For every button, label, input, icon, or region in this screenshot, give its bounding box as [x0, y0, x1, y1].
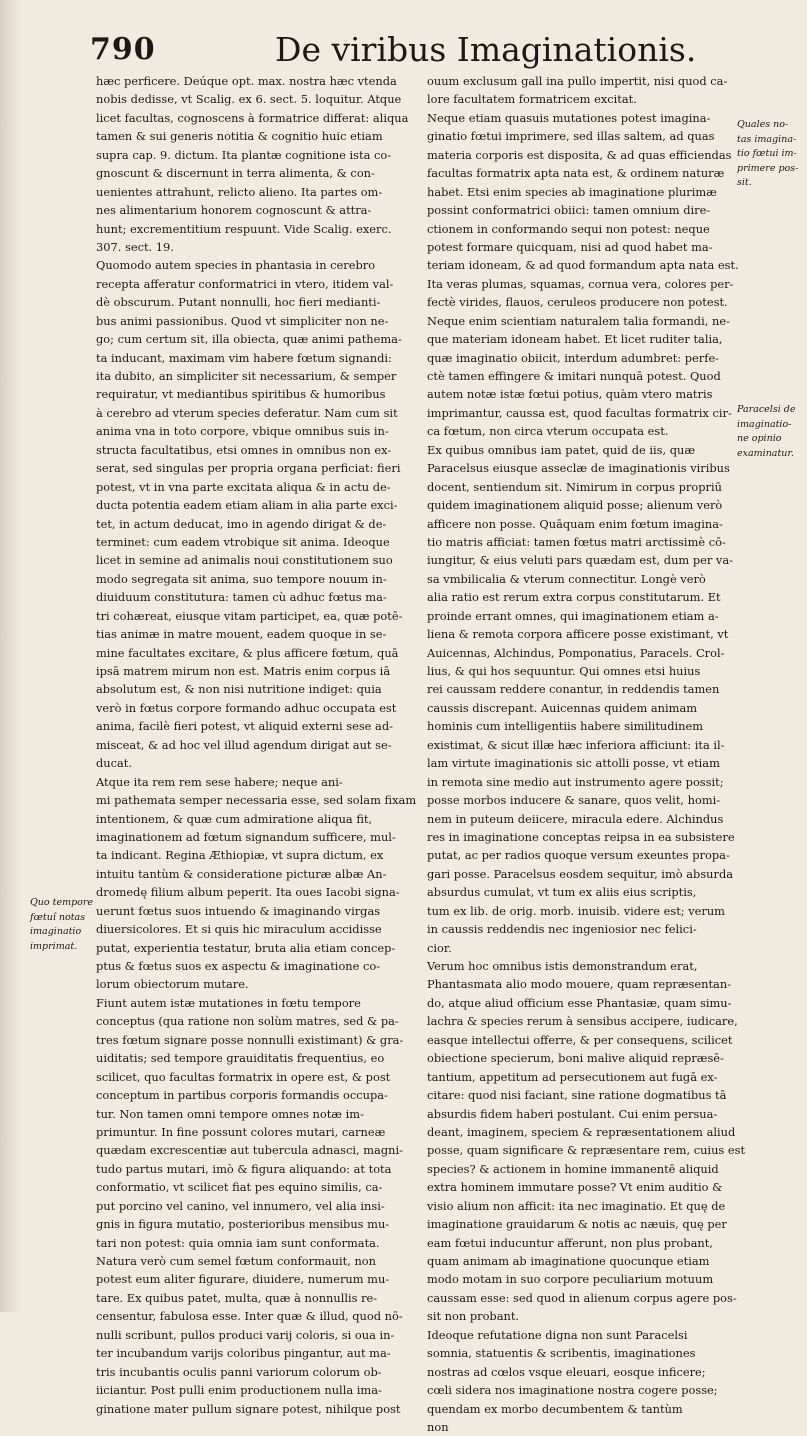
- text-line: lam virtute imaginationis sic attolli posse, vt etiam: [427, 756, 720, 771]
- text-line: bus animi passionibus. Quod vt simpliciter non ne-: [96, 313, 389, 328]
- text-line: nem in puteum deiicere, miracula edere. Alchindus: [427, 811, 724, 826]
- text-line: tudo partus mutari, imò & figura aliquando: at tota: [96, 1161, 392, 1176]
- text-line: sa vmbilicalia & vterum connectitur. Longè verò: [427, 571, 706, 586]
- text-line: structa facultatibus, etsi omnes in omnibus non ex-: [96, 442, 392, 457]
- text-line: teriam idoneam, & ad quod formandum apta nata est.: [427, 258, 739, 273]
- text-line: quendam ex morbo decumbentem & tantùm: [427, 1401, 683, 1416]
- text-line: rei caussam reddere conantur, in reddendis tamen: [427, 682, 720, 697]
- text-line: scilicet, quo facultas formatrix in opere est, & post: [96, 1069, 391, 1084]
- text-line: tio matris afficiat: tamen fœtus matri arctissimè cō-: [427, 534, 726, 549]
- text-line: facultas formatrix apta nata est, & ordinem naturæ: [427, 166, 725, 181]
- text-line: requiratur, vt mediantibus spiritibus & humoribus: [96, 387, 386, 402]
- text-line: 307. sect. 19.: [96, 239, 174, 254]
- text-line: modo motam in suo corpore peculiarium motuum: [427, 1272, 714, 1287]
- text-line: deant, imaginem, speciem & repræsentationem aliud: [427, 1124, 736, 1139]
- text-line: Ex quibus omnibus iam patet, quid de iis, quæ: [427, 442, 696, 457]
- text-line: verò in fœtus corpore formando adhuc occupata est: [96, 700, 397, 715]
- text-line: uenientes attrahunt, relicto alieno. Ita partes om-: [96, 184, 383, 199]
- text-line: obiectione specierum, boni malive aliquid repræsē-: [427, 1051, 724, 1066]
- text-line: terminet: cum eadem vtrobique sit anima. Ideoque: [96, 534, 390, 549]
- text-line: caussam esse: sed quod in alienum corpus agere pos-: [427, 1290, 737, 1305]
- text-line: mine facultates excitare, & plus afficere fœtum, quā: [96, 645, 399, 660]
- text-line: ca fœtum, non circa vterum occupata est.: [427, 424, 669, 439]
- margin-note-line: imaginatio: [30, 926, 82, 937]
- text-line: in remota sine medio aut instrumento agere possit;: [427, 774, 724, 789]
- margin-note-line: Paracelsi de: [737, 404, 796, 415]
- text-line: res in imaginatione conceptas reipsa in ea subsistere: [427, 829, 735, 844]
- text-line: nes alimentarium honorem cognoscunt & attra-: [96, 203, 372, 218]
- text-line: tres fœtum signare posse nonnulli existimant) & gra-: [96, 1032, 404, 1047]
- text-line: primuntur. In fine possunt colores mutari, carneæ: [96, 1124, 386, 1139]
- text-line: potest, vt in vna parte excitata aliqua & in actu de-: [96, 479, 391, 494]
- text-line: Neque enim scientiam naturalem talia formandi, ne-: [427, 313, 730, 328]
- text-line: tantium, appetitum ad persecutionem aut fugā ex-: [427, 1069, 718, 1084]
- text-line: imprimantur, caussa est, quod facultas formatrix cir-: [427, 405, 732, 420]
- text-line: existimat, & sicut illæ hæc inferiora afficiunt: ita il-: [427, 737, 725, 752]
- text-line: citare: quod nisi faciant, sine ratione dogmatibus tā: [427, 1088, 727, 1103]
- margin-note-line: imaginatio-: [737, 418, 792, 430]
- text-line: intuitu tantùm & consideratione picturæ albæ An-: [96, 866, 387, 881]
- text-line: ter incubandum varijs coloribus pingantur, aut ma-: [96, 1346, 391, 1361]
- margin-note-line: sit.: [737, 177, 752, 188]
- text-line: conceptus (qua ratione non solùm matres, sed & pa-: [96, 1014, 399, 1029]
- text-line: modo segregata sit anima, suo tempore nouum in-: [96, 571, 387, 586]
- text-line: tari non potest: quia omnia iam sunt conformata.: [96, 1235, 380, 1250]
- text-line: licet facultas, cognoscens à formatrice differat: aliqua: [96, 110, 409, 125]
- text-line: tare. Ex quibus patet, multa, quæ à nonnullis re-: [96, 1290, 378, 1305]
- text-line: lachra & species rerum à sensibus accipere, iudicare,: [427, 1014, 738, 1029]
- text-line: alia ratio est rerum extra corpus constitutarum. Et: [427, 590, 721, 605]
- text-line: ducat.: [96, 756, 132, 771]
- text-line: ta inducant, maximam vim habere fœtum signandi:: [96, 350, 392, 365]
- text-line: extra hominem immutare posse? Vt enim auditio &: [427, 1180, 723, 1195]
- text-line: Atque ita rem rem sese habere; neque ani-: [96, 774, 343, 789]
- text-line: ta indicant. Regina Æthiopiæ, vt supra dictum, ex: [96, 848, 384, 863]
- running-title: De viribus Imaginationis.: [275, 30, 697, 69]
- margin-note-line: primere pos-: [737, 162, 799, 174]
- text-line: putat, experientia testatur, bruta alia etiam concep-: [96, 940, 396, 955]
- text-line: docent, sentiendum sit. Nimirum in corpus propriū: [427, 479, 722, 494]
- text-line: dromedę filium album peperit. Ita oues Iacobi signa-: [96, 885, 400, 900]
- text-line: à cerebro ad vterum species deferatur. Nam cum sit: [96, 405, 398, 420]
- text-line: lius, & qui hos sequuntur. Qui omnes etsi huius: [427, 664, 701, 678]
- text-line: liena & remota corpora afficere posse existimant, vt: [427, 627, 729, 642]
- text-line: easque intellectui offerre, & per consequens, scilicet: [427, 1032, 733, 1047]
- text-line: gnis in figura mutatio, posterioribus mensibus mu-: [96, 1217, 390, 1232]
- text-line: uiditatis; sed tempore grauiditatis frequentius, eo: [96, 1051, 385, 1066]
- text-line: lorum obiectorum mutare.: [96, 977, 249, 992]
- text-line: Quomodo autem species in phantasia in cerebro: [96, 258, 376, 273]
- text-line: intentionem, & quæ cum admiratione aliqua fit,: [96, 811, 373, 826]
- text-line: licet in semine ad animalis noui constitutionem suo: [96, 553, 393, 568]
- text-line: mi pathemata semper necessaria esse, sed solam fixam: [96, 793, 417, 808]
- text-line: tum ex lib. de orig. morb. inuisib. videre est; verum: [427, 903, 725, 918]
- text-line: quæ imaginatio obiicit, interdum adumbret: perfe-: [427, 350, 720, 365]
- text-line: potest formare quicquam, nisi ad quod habet ma-: [427, 239, 713, 254]
- text-line: absurdus cumulat, vt tum ex aliis eius scriptis,: [427, 885, 697, 900]
- text-line: iiciantur. Post pulli enim productionem nulla ima-: [96, 1383, 382, 1398]
- right-text-column: [427, 72, 746, 1436]
- page-header: [0, 30, 800, 78]
- text-line: ctionem in conformando sequi non potest: neque: [427, 221, 710, 236]
- text-line: Ita veras plumas, squamas, cornua vera, colores per-: [427, 276, 734, 291]
- text-line: absolutum est, & non nisi nutritione indiget: quia: [96, 682, 382, 697]
- text-line: quidem imaginationem aliquid posse; alienum verò: [427, 498, 723, 513]
- text-line: nulli scribunt, pullos produci varij coloris, si oua in-: [96, 1327, 395, 1342]
- text-line: gnoscunt & discernunt in terra alimenta, & con-: [96, 166, 375, 181]
- text-line: censentur, fabulosa esse. Inter quæ & illud, quod nō-: [96, 1309, 403, 1324]
- text-line: ita dubito, an simpliciter sit necessarium, & semper: [96, 369, 397, 383]
- text-line: Verum hoc omnibus istis demonstrandum erat,: [427, 959, 698, 973]
- text-line: go; cum certum sit, illa obiecta, quæ animi pathema-: [96, 332, 402, 347]
- text-line: posse, quam significare & repræsentare rem, cuius est: [427, 1143, 746, 1158]
- text-line: ctè tamen effingere & imitari nunquā potest. Quod: [427, 369, 721, 383]
- text-line: que materiam idoneam habet. Et licet ruditer talia,: [427, 332, 723, 347]
- text-line: conceptum in partibus corporis formandis occupa-: [96, 1088, 388, 1103]
- text-line: non: [427, 1419, 449, 1434]
- text-line: nobis dedisse, vt Scalig. ex 6. sect. 5. loquitur. Atque: [96, 92, 402, 107]
- text-line: misceat, & ad hoc vel illud agendum dirigat aut se-: [96, 737, 392, 752]
- margin-note-paracelsi: [737, 403, 807, 461]
- text-line: eam fœtui inducuntur afferunt, non plus probant,: [427, 1235, 713, 1250]
- text-line: tias animæ in matre mouent, eadem quoque in se-: [96, 627, 387, 642]
- text-line: Ideoque refutatione digna non sunt Paracelsi: [427, 1327, 688, 1342]
- text-line: quædam excrescentiæ aut tubercula adnasci, magni-: [96, 1143, 403, 1158]
- text-line: tri cohæreat, eiusque vitam participet, ea, quæ potē-: [96, 608, 403, 623]
- text-line: sit non probant.: [427, 1309, 520, 1324]
- text-line: hominis cum intelligentiis habere similitudinem: [427, 719, 704, 734]
- text-line: tur. Non tamen omni tempore omnes notæ im-: [96, 1106, 364, 1121]
- text-line: ginatione mater pullum signare potest, nihilque post: [96, 1401, 401, 1416]
- text-line: imaginatione grauidarum & notis ac næuis, quę per: [427, 1217, 727, 1232]
- margin-note-quo-tempore: [30, 896, 100, 954]
- margin-note-line: fœtuî notas: [30, 911, 86, 923]
- margin-note-line: Quo tempore: [30, 897, 94, 908]
- text-line: autem notæ istæ fœtui potius, quàm vtero matris: [427, 387, 713, 402]
- text-line: caussis discrepant. Auicennas quidem animam: [427, 700, 698, 715]
- text-line: tris incubantis oculis panni variorum colorum ob-: [96, 1364, 382, 1379]
- text-line: posse morbos inducere & sanare, quos velit, homi-: [427, 793, 721, 808]
- text-line: ducta potentia eadem etiam aliam in alia parte exci-: [96, 498, 398, 513]
- text-line: put porcino vel canino, vel innumero, vel alia insi-: [96, 1198, 385, 1213]
- text-line: Fiunt autem istæ mutationes in fœtu tempore: [96, 995, 361, 1010]
- text-line: nostras ad cœlos vsque eleuari, eosque inficere;: [427, 1364, 706, 1379]
- margin-note-line: Quales no-: [737, 119, 789, 130]
- text-line: proinde errant omnes, qui imaginationem etiam a-: [427, 608, 719, 623]
- text-line: Phantasmata alio modo mouere, quam repræsentan-: [427, 977, 732, 992]
- page-number: 790: [90, 32, 156, 67]
- text-line: cœli sidera nos imaginatione nostra cogere posse;: [427, 1383, 718, 1398]
- margin-note-line: tas imagina-: [737, 133, 797, 145]
- text-line: in caussis reddendis nec ingeniosior nec felici-: [427, 922, 697, 937]
- text-line: hæc perficere. Deúque opt. max. nostra hæc vtenda: [96, 74, 397, 88]
- margin-note-line: examinatur.: [737, 447, 794, 459]
- text-line: uerunt fœtus suos intuendo & imaginando virgas: [96, 903, 381, 918]
- text-line: putat, ac per radios quoque versum exeuntes propa-: [427, 848, 730, 863]
- text-line: Paracelsus eiusque asseclæ de imaginationis viribus: [427, 461, 730, 476]
- text-line: quam animam ab imaginatione quocunque etiam: [427, 1254, 710, 1268]
- text-line: recepta afferatur conformatrici in vtero, itidem val-: [96, 276, 394, 291]
- text-line: potest eum aliter figurare, diuidere, numerum mu-: [96, 1272, 390, 1287]
- text-line: visio alium non afficit: ita nec imaginatio. Et quę de: [427, 1198, 726, 1213]
- text-line: serat, sed singulas per propria organa perficiat: fieri: [96, 461, 401, 476]
- text-line: Natura verò cum semel fœtum conformauit, non: [96, 1254, 376, 1268]
- text-line: Neque etiam quasuis mutationes potest imagina-: [427, 110, 711, 125]
- text-line: do, atque aliud officium esse Phantasiæ, quam simu-: [427, 995, 732, 1010]
- text-line: species? & actionem in homine immanentē aliquid: [427, 1161, 719, 1176]
- left-text-column: [96, 72, 417, 1418]
- text-line: possint conformatrici obiici: tamen omnium dire-: [427, 203, 711, 218]
- text-line: afficere non posse. Quāquam enim fœtum imagina-: [427, 516, 723, 531]
- text-line: Auicennas, Alchindus, Pomponatius, Paracels. Crol-: [427, 645, 725, 660]
- margin-note-line: ne opinio: [737, 433, 782, 444]
- text-line: tamen & sui generis notitia & cognitio huic etiam: [96, 129, 383, 144]
- text-line: materia corporis est disposita, & ad quas efficiendas: [427, 147, 732, 162]
- margin-note-line: imprimat.: [30, 940, 78, 952]
- text-line: ipsā matrem mirum non est. Matris enim corpus iā: [96, 664, 391, 678]
- text-line: conformatio, vt scilicet fiat pes equino similis, ca-: [96, 1180, 383, 1195]
- text-line: cior.: [427, 940, 452, 955]
- text-line: imaginationem ad fœtum signandum sufficere, mul-: [96, 829, 396, 844]
- text-line: supra cap. 9. dictum. Ita plantæ cognitione ista co-: [96, 147, 392, 162]
- text-line: anima, facilè fieri potest, vt aliquid externi sese ad-: [96, 719, 393, 734]
- text-line: fectè virides, flauos, ceruleos producere non potest.: [427, 295, 728, 310]
- page-gutter-shadow: [0, 0, 22, 1312]
- text-line: dè obscurum. Putant nonnulli, hoc fieri medianti-: [96, 295, 381, 310]
- text-line: tet, in actum deducat, imo in agendo dirigat & de-: [96, 516, 387, 531]
- margin-note-qualia: [737, 118, 807, 191]
- text-line: ptus & fœtus suos ex aspectu & imaginatione co-: [96, 959, 381, 973]
- text-line: diuersicolores. Et si quis hic miraculum accidisse: [96, 922, 382, 937]
- text-line: ginatio fœtui imprimere, sed illas saltem, ad quas: [427, 129, 715, 144]
- text-line: habet. Etsi enim species ab imaginatione plurimæ: [427, 184, 717, 199]
- text-line: absurdis fidem haberi postulant. Cui enim persua-: [427, 1106, 718, 1121]
- text-line: gari posse. Paracelsus eosdem sequitur, imò absurda: [427, 866, 734, 881]
- text-line: diuiduum constitutura: tamen cù adhuc fœtus ma-: [96, 590, 387, 605]
- text-line: hunt; excrementitium respuunt. Vide Scalig. exerc.: [96, 221, 392, 236]
- text-line: somnia, statuentis & scribentis, imaginationes: [427, 1346, 696, 1361]
- text-line: anima vna in toto corpore, vbique omnibus suis in-: [96, 424, 389, 439]
- text-line: ouum exclusum gall ina pullo impertit, nisi quod ca-: [427, 74, 728, 88]
- margin-note-line: tio fœtui im-: [737, 148, 797, 159]
- text-line: lore facultatem formatricem excitat.: [427, 92, 637, 107]
- text-line: iungitur, & eius veluti pars quædam est, dum per va-: [427, 553, 733, 568]
